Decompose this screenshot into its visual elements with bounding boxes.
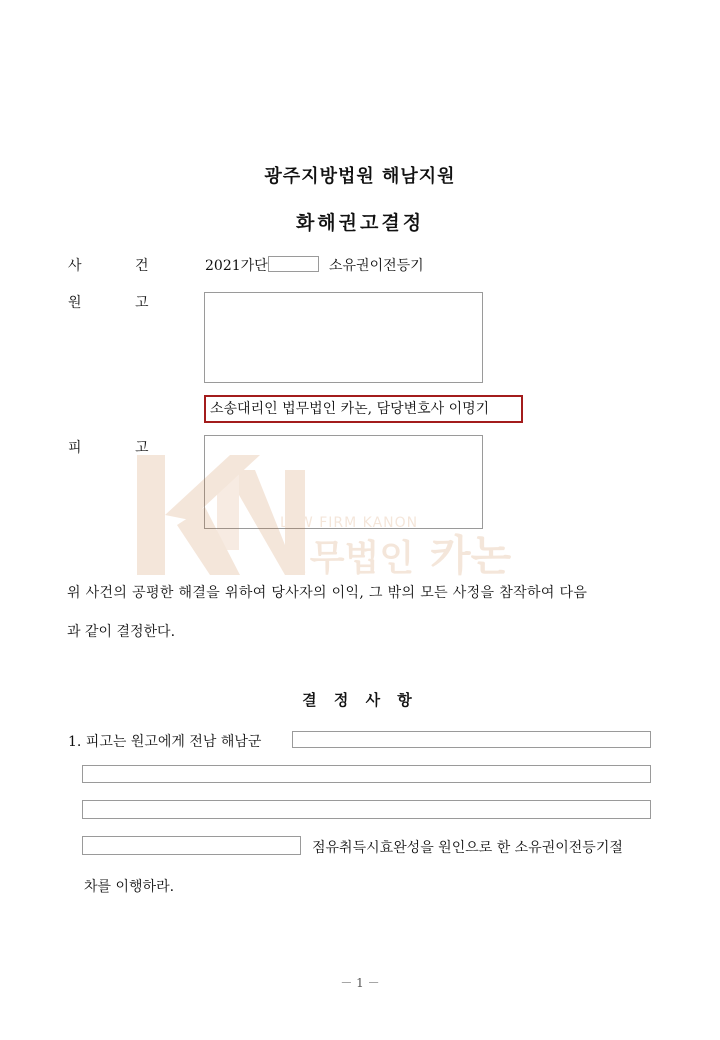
redacted-address-3 <box>82 800 651 819</box>
svg-text:LAW FIRM KANON: LAW FIRM KANON <box>280 515 419 531</box>
defendant-label-b: 고 <box>135 440 149 456</box>
redacted-case-number <box>268 256 319 272</box>
svg-text:법무법인: 법무법인 <box>275 538 415 579</box>
case-number-prefix: 2021가단 <box>205 258 268 274</box>
redacted-address-1 <box>292 731 651 748</box>
redacted-address-2 <box>82 765 651 783</box>
page-number: － 1 － <box>340 976 380 990</box>
order-heading: 결 정 사 항 <box>302 691 418 709</box>
plaintiff-label-b: 고 <box>135 295 149 311</box>
plaintiff-agent: 소송대리인 법무법인 카논, 담당변호사 이명기 <box>204 395 523 423</box>
order-item-1-end: 차를 이행하라. <box>84 879 175 895</box>
order-item-1-prefix: 1. 피고는 원고에게 전남 해남군 <box>68 734 262 750</box>
court-name: 광주지방법원 해남지원 <box>264 166 456 187</box>
redacted-address-4 <box>82 836 301 855</box>
kanon-logo-icon <box>135 445 555 585</box>
intro-line-1: 위 사건의 공평한 해결을 위하여 당사자의 이익, 그 밖의 모든 사정을 참작하여 다음 <box>67 585 588 601</box>
defendant-label-a: 피 <box>68 440 82 456</box>
case-label-a: 사 <box>68 258 82 274</box>
case-name: 소유권이전등기 <box>329 258 424 274</box>
plaintiff-label-a: 원 <box>68 295 82 311</box>
order-item-1-cause: 점유취득시효완성을 원인으로 한 소유권이전등기절 <box>312 840 623 856</box>
decision-title: 화해권고결정 <box>295 212 425 234</box>
case-label-b: 건 <box>135 258 149 274</box>
intro-line-2: 과 같이 결정한다. <box>67 624 176 640</box>
svg-text:카논: 카논 <box>430 531 512 580</box>
law-firm-watermark <box>135 445 555 585</box>
redacted-plaintiff-info <box>204 292 483 383</box>
